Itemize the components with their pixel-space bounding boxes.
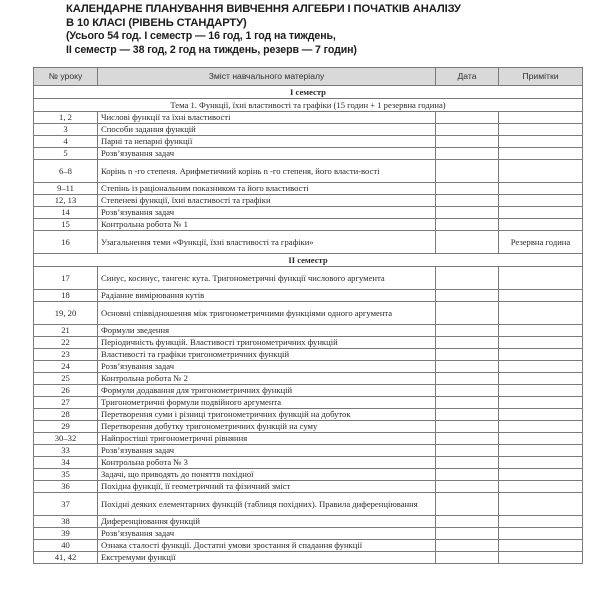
- table-row: [34, 397, 583, 409]
- notes-cell: [499, 349, 583, 361]
- lesson-number-cell: 23: [34, 349, 98, 361]
- header-notes: Примітки: [499, 68, 583, 86]
- lesson-number-cell: 1, 2: [34, 112, 98, 124]
- table-row: [34, 207, 583, 219]
- lesson-number-cell: 36: [34, 481, 98, 493]
- header-date: Дата: [436, 68, 499, 86]
- date-cell: [436, 160, 499, 183]
- date-cell: [436, 148, 499, 160]
- table-row: [34, 445, 583, 457]
- notes-cell: [499, 112, 583, 124]
- notes-cell: [499, 148, 583, 160]
- date-cell: [436, 445, 499, 457]
- lesson-content-cell: Екстремуми функції: [98, 552, 436, 564]
- lesson-number-cell: 41, 42: [34, 552, 98, 564]
- notes-cell: [499, 207, 583, 219]
- header-lesson-number: № уроку: [34, 68, 98, 86]
- date-cell: [436, 481, 499, 493]
- table-row: [34, 421, 583, 433]
- notes-cell: [499, 385, 583, 397]
- date-cell: [436, 219, 499, 231]
- notes-cell: [499, 183, 583, 195]
- semester-heading: І семестр: [34, 86, 583, 99]
- heading-title-line-2: В 10 КЛАСІ (РІВЕНЬ СТАНДАРТУ): [66, 17, 247, 29]
- table-row: [34, 349, 583, 361]
- topic-heading-row: [34, 99, 583, 112]
- lesson-content-cell: Формули зведення: [98, 325, 436, 337]
- table-row: [34, 160, 583, 183]
- lesson-content-cell: Контрольна робота № 2: [98, 373, 436, 385]
- table-row: [34, 552, 583, 564]
- lesson-content-cell: Контрольна робота № 3: [98, 457, 436, 469]
- lesson-number-cell: 3: [34, 124, 98, 136]
- table-row: [34, 231, 583, 254]
- table-row: [34, 148, 583, 160]
- table-row: [34, 433, 583, 445]
- date-cell: [436, 528, 499, 540]
- lesson-content-cell: Розв’язування задач: [98, 445, 436, 457]
- table-row: [34, 481, 583, 493]
- notes-cell: [499, 219, 583, 231]
- table-row: [34, 112, 583, 124]
- notes-cell: [499, 325, 583, 337]
- table-row: [34, 469, 583, 481]
- notes-cell: [499, 195, 583, 207]
- lesson-number-cell: 40: [34, 540, 98, 552]
- lesson-content-cell: Степеневі функції, їхні властивості та графіки: [98, 195, 436, 207]
- date-cell: [436, 112, 499, 124]
- notes-cell: [499, 337, 583, 349]
- date-cell: [436, 195, 499, 207]
- lesson-number-cell: 6–8: [34, 160, 98, 183]
- lesson-number-cell: 22: [34, 337, 98, 349]
- semester-heading: ІІ семестр: [34, 254, 583, 267]
- date-cell: [436, 124, 499, 136]
- lesson-number-cell: 29: [34, 421, 98, 433]
- table-row: [34, 361, 583, 373]
- lesson-content-cell: Основні співвідношення між тригонометричними функціями одного аргумента: [98, 302, 436, 325]
- date-cell: [436, 231, 499, 254]
- notes-cell: [499, 302, 583, 325]
- date-cell: [436, 361, 499, 373]
- lesson-content-cell: Перетворення добутку тригонометричних функцій на суму: [98, 421, 436, 433]
- semester-heading-row: [34, 254, 583, 267]
- lesson-content-cell: Похідні деяких елементарних функцій (таблиця похідних). Правила диференціювання: [98, 493, 436, 516]
- date-cell: [436, 421, 499, 433]
- heading-hours-line-2: II семестр — 38 год, 2 год на тиждень, резерв — 7 годин): [66, 43, 357, 56]
- table-row: [34, 457, 583, 469]
- table-row: [34, 183, 583, 195]
- lesson-content-cell: Узагальнення теми «Функції, їхні властивості та графіки»: [98, 231, 436, 254]
- lesson-number-cell: 35: [34, 469, 98, 481]
- lesson-content-cell: Розв’язування задач: [98, 207, 436, 219]
- lesson-number-cell: 26: [34, 385, 98, 397]
- lesson-number-cell: 24: [34, 361, 98, 373]
- lesson-content-cell: Перетворення суми і різниці тригонометричних функцій на добуток: [98, 409, 436, 421]
- date-cell: [436, 337, 499, 349]
- lesson-number-cell: 19, 20: [34, 302, 98, 325]
- notes-cell: [499, 528, 583, 540]
- date-cell: [436, 373, 499, 385]
- table-row: [34, 124, 583, 136]
- date-cell: [436, 325, 499, 337]
- lesson-content-cell: Властивості та графіки тригонометричних функцій: [98, 349, 436, 361]
- lesson-content-cell: Контрольна робота № 1: [98, 219, 436, 231]
- table-row: [34, 516, 583, 528]
- table-row: [34, 136, 583, 148]
- lesson-number-cell: 21: [34, 325, 98, 337]
- lesson-content-cell: Розв’язування задач: [98, 148, 436, 160]
- notes-cell: [499, 469, 583, 481]
- lesson-content-cell: Радіанне вимірювання кутів: [98, 290, 436, 302]
- table-row: [34, 493, 583, 516]
- lesson-content-cell: Тригонометричні формули подвійного аргумента: [98, 397, 436, 409]
- lesson-content-cell: Способи задання функцій: [98, 124, 436, 136]
- heading-title-line-1: КАЛЕНДАРНЕ ПЛАНУВАННЯ ВИВЧЕННЯ АЛГЕБРИ І ПОЧАТКІВ АНАЛІЗУ: [66, 3, 461, 15]
- notes-cell: [499, 540, 583, 552]
- notes-cell: Резервна година: [499, 231, 583, 254]
- date-cell: [436, 183, 499, 195]
- lesson-number-cell: 12, 13: [34, 195, 98, 207]
- document-heading: [66, 2, 586, 57]
- table-row: [34, 409, 583, 421]
- table-row: [34, 195, 583, 207]
- lesson-number-cell: 28: [34, 409, 98, 421]
- notes-cell: [499, 409, 583, 421]
- lesson-content-cell: Диференціювання функцій: [98, 516, 436, 528]
- lesson-number-cell: 18: [34, 290, 98, 302]
- lesson-content-cell: Числові функції та їхні властивості: [98, 112, 436, 124]
- notes-cell: [499, 493, 583, 516]
- notes-cell: [499, 267, 583, 290]
- lesson-content-cell: Похідна функції, її геометричний та фізичний зміст: [98, 481, 436, 493]
- table-row: [34, 219, 583, 231]
- table-row: [34, 540, 583, 552]
- lesson-number-cell: 17: [34, 267, 98, 290]
- table-header-row: [34, 68, 583, 86]
- table-row: [34, 267, 583, 290]
- table-body: [34, 86, 583, 564]
- calendar-plan-table: [33, 67, 583, 564]
- notes-cell: [499, 445, 583, 457]
- lesson-number-cell: 16: [34, 231, 98, 254]
- date-cell: [436, 540, 499, 552]
- header-content: Зміст навчального матеріалу: [98, 68, 436, 86]
- notes-cell: [499, 136, 583, 148]
- lesson-content-cell: Розв’язування задач: [98, 528, 436, 540]
- notes-cell: [499, 421, 583, 433]
- notes-cell: [499, 552, 583, 564]
- lesson-number-cell: 37: [34, 493, 98, 516]
- table-row: [34, 290, 583, 302]
- date-cell: [436, 457, 499, 469]
- lesson-number-cell: 33: [34, 445, 98, 457]
- table-row: [34, 385, 583, 397]
- lesson-number-cell: 4: [34, 136, 98, 148]
- table-row: [34, 337, 583, 349]
- semester-heading-row: [34, 86, 583, 99]
- notes-cell: [499, 290, 583, 302]
- date-cell: [436, 385, 499, 397]
- lesson-content-cell: Корінь n -го степеня. Арифметичний корінь n -го степеня, його власти-вості: [98, 160, 436, 183]
- lesson-content-cell: Задачі, що приводять до поняття похідної: [98, 469, 436, 481]
- lesson-content-cell: Найпростіші тригонометричні рівняння: [98, 433, 436, 445]
- lesson-number-cell: 9–11: [34, 183, 98, 195]
- lesson-content-cell: Степінь із раціональним показником та його властивості: [98, 183, 436, 195]
- date-cell: [436, 136, 499, 148]
- lesson-number-cell: 38: [34, 516, 98, 528]
- lesson-number-cell: 39: [34, 528, 98, 540]
- lesson-content-cell: Розв’язування задач: [98, 361, 436, 373]
- notes-cell: [499, 516, 583, 528]
- heading-hours-line-1: (Усього 54 год. І семестр — 16 год, 1 год на тиждень,: [66, 30, 336, 42]
- date-cell: [436, 493, 499, 516]
- notes-cell: [499, 481, 583, 493]
- date-cell: [436, 302, 499, 325]
- lesson-content-cell: Парні та непарні функції: [98, 136, 436, 148]
- date-cell: [436, 552, 499, 564]
- lesson-number-cell: 15: [34, 219, 98, 231]
- date-cell: [436, 290, 499, 302]
- notes-cell: [499, 124, 583, 136]
- topic-heading: Тема 1. Функції, їхні властивості та графіки (15 годин + 1 резервна година): [34, 99, 583, 112]
- notes-cell: [499, 457, 583, 469]
- table-row: [34, 373, 583, 385]
- lesson-number-cell: 14: [34, 207, 98, 219]
- date-cell: [436, 469, 499, 481]
- lesson-content-cell: Періодичність функцій. Властивості тригонометричних функцій: [98, 337, 436, 349]
- date-cell: [436, 409, 499, 421]
- lesson-number-cell: 25: [34, 373, 98, 385]
- date-cell: [436, 516, 499, 528]
- notes-cell: [499, 373, 583, 385]
- date-cell: [436, 397, 499, 409]
- table-row: [34, 325, 583, 337]
- table-row: [34, 302, 583, 325]
- lesson-number-cell: 27: [34, 397, 98, 409]
- date-cell: [436, 349, 499, 361]
- lesson-content-cell: Синус, косинус, тангенс кута. Тригонометричні функції числового аргумента: [98, 267, 436, 290]
- notes-cell: [499, 397, 583, 409]
- lesson-number-cell: 34: [34, 457, 98, 469]
- notes-cell: [499, 433, 583, 445]
- lesson-content-cell: Ознака сталості функції. Достатні умови зростання й спадання функції: [98, 540, 436, 552]
- date-cell: [436, 207, 499, 219]
- notes-cell: [499, 160, 583, 183]
- lesson-content-cell: Формули додавання для тригонометричних функцій: [98, 385, 436, 397]
- lesson-number-cell: 30–32: [34, 433, 98, 445]
- table-row: [34, 528, 583, 540]
- notes-cell: [499, 361, 583, 373]
- lesson-number-cell: 5: [34, 148, 98, 160]
- date-cell: [436, 433, 499, 445]
- date-cell: [436, 267, 499, 290]
